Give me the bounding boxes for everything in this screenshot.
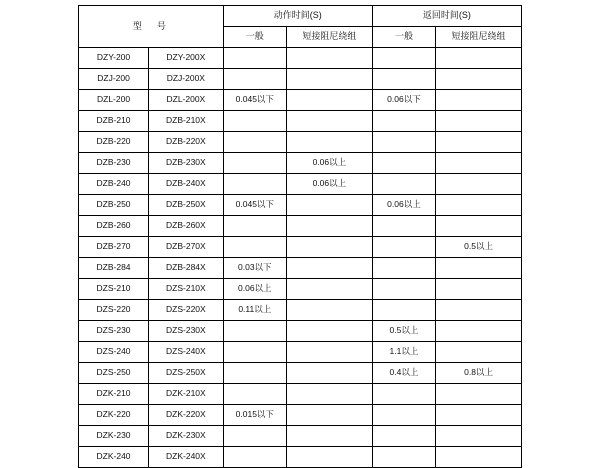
cell-operate-damping (286, 216, 372, 237)
cell-operate-general (223, 153, 286, 174)
table-row (79, 405, 522, 426)
cell-model-secondary: DZB-250X (149, 195, 224, 216)
table-row (79, 132, 522, 153)
cell-model-primary: DZK-210 (79, 384, 149, 405)
table-row (79, 111, 522, 132)
cell-model-primary: DZS-220 (79, 300, 149, 321)
cell-model-primary: DZS-250 (79, 363, 149, 384)
cell-return-damping (436, 384, 522, 405)
cell-return-damping (436, 279, 522, 300)
cell-return-general: 0.06以上 (372, 195, 435, 216)
cell-operate-general (223, 111, 286, 132)
cell-return-damping: 0.5以上 (436, 237, 522, 258)
cell-operate-general (223, 426, 286, 447)
cell-operate-damping (286, 405, 372, 426)
cell-model-primary: DZS-230 (79, 321, 149, 342)
cell-operate-damping (286, 300, 372, 321)
cell-operate-general: 0.06以上 (223, 279, 286, 300)
table-row (79, 300, 522, 321)
cell-return-damping (436, 405, 522, 426)
cell-operate-general (223, 216, 286, 237)
cell-operate-general: 0.015以下 (223, 405, 286, 426)
cell-return-general: 0.06以下 (372, 90, 435, 111)
cell-model-secondary: DZJ-200X (149, 69, 224, 90)
table-body (79, 48, 522, 468)
cell-return-general (372, 237, 435, 258)
cell-return-damping (436, 216, 522, 237)
cell-return-general (372, 258, 435, 279)
cell-operate-damping (286, 258, 372, 279)
table-row (79, 384, 522, 405)
cell-return-general: 0.4以上 (372, 363, 435, 384)
cell-model-primary: DZB-220 (79, 132, 149, 153)
cell-model-primary: DZK-230 (79, 426, 149, 447)
cell-return-general (372, 300, 435, 321)
cell-operate-general (223, 69, 286, 90)
cell-operate-damping (286, 90, 372, 111)
cell-operate-damping (286, 69, 372, 90)
cell-operate-damping (286, 342, 372, 363)
cell-operate-damping (286, 384, 372, 405)
cell-model-secondary: DZB-284X (149, 258, 224, 279)
cell-operate-general (223, 132, 286, 153)
table-row (79, 363, 522, 384)
cell-model-primary: DZJ-200 (79, 69, 149, 90)
table-row (79, 279, 522, 300)
header-row-groups (79, 6, 522, 27)
cell-model-secondary: DZB-260X (149, 216, 224, 237)
table-row (79, 258, 522, 279)
cell-return-general (372, 216, 435, 237)
cell-model-secondary: DZS-250X (149, 363, 224, 384)
cell-operate-damping: 0.06以上 (286, 153, 372, 174)
cell-model-primary: DZB-250 (79, 195, 149, 216)
cell-operate-damping (286, 195, 372, 216)
cell-return-general (372, 153, 435, 174)
cell-return-general (372, 279, 435, 300)
cell-operate-general: 0.045以下 (223, 90, 286, 111)
cell-operate-general: 0.11以上 (223, 300, 286, 321)
table-row (79, 447, 522, 468)
table-header (79, 6, 522, 48)
header-return-general: 一般 (372, 27, 435, 48)
cell-operate-general (223, 384, 286, 405)
cell-operate-damping (286, 237, 372, 258)
cell-return-damping (436, 447, 522, 468)
cell-model-secondary: DZS-220X (149, 300, 224, 321)
cell-model-primary: DZL-200 (79, 90, 149, 111)
cell-return-damping (436, 300, 522, 321)
cell-operate-general (223, 342, 286, 363)
cell-return-general (372, 111, 435, 132)
cell-model-primary: DZB-240 (79, 174, 149, 195)
cell-return-general: 0.5以上 (372, 321, 435, 342)
cell-model-primary: DZK-220 (79, 405, 149, 426)
cell-operate-general (223, 447, 286, 468)
cell-operate-general (223, 363, 286, 384)
cell-model-secondary: DZB-210X (149, 111, 224, 132)
cell-return-general (372, 69, 435, 90)
cell-return-damping (436, 90, 522, 111)
table-row (79, 48, 522, 69)
cell-operate-damping (286, 363, 372, 384)
cell-model-primary: DZB-284 (79, 258, 149, 279)
cell-return-general (372, 426, 435, 447)
cell-model-secondary: DZK-210X (149, 384, 224, 405)
cell-operate-damping (286, 132, 372, 153)
cell-model-secondary: DZS-230X (149, 321, 224, 342)
cell-return-damping (436, 132, 522, 153)
cell-model-primary: DZS-240 (79, 342, 149, 363)
cell-operate-damping (286, 111, 372, 132)
cell-operate-general: 0.03以下 (223, 258, 286, 279)
cell-return-general (372, 447, 435, 468)
cell-return-damping (436, 195, 522, 216)
cell-return-damping (436, 342, 522, 363)
header-model: 型 号 (79, 6, 224, 48)
header-return-damping: 短接阻尼绕组 (436, 27, 522, 48)
table-row (79, 321, 522, 342)
cell-model-primary: DZB-270 (79, 237, 149, 258)
cell-operate-general (223, 237, 286, 258)
cell-return-damping (436, 258, 522, 279)
cell-model-primary: DZB-210 (79, 111, 149, 132)
table-row (79, 195, 522, 216)
table-row (79, 153, 522, 174)
specification-table (78, 5, 522, 468)
table-row (79, 174, 522, 195)
table-row (79, 69, 522, 90)
cell-return-damping: 0.8以上 (436, 363, 522, 384)
cell-model-primary: DZB-230 (79, 153, 149, 174)
cell-model-secondary: DZB-270X (149, 237, 224, 258)
cell-operate-damping (286, 321, 372, 342)
cell-model-secondary: DZS-210X (149, 279, 224, 300)
table-row (79, 216, 522, 237)
cell-return-damping (436, 321, 522, 342)
cell-model-secondary: DZB-220X (149, 132, 224, 153)
cell-operate-damping (286, 447, 372, 468)
header-operate-time: 动作时间(S) (223, 6, 372, 27)
cell-return-general (372, 405, 435, 426)
cell-return-general (372, 48, 435, 69)
cell-return-damping (436, 153, 522, 174)
cell-model-primary: DZB-260 (79, 216, 149, 237)
cell-operate-damping (286, 48, 372, 69)
cell-return-general (372, 384, 435, 405)
header-operate-general: 一般 (223, 27, 286, 48)
cell-model-secondary: DZK-240X (149, 447, 224, 468)
cell-return-general (372, 174, 435, 195)
cell-operate-general: 0.045以下 (223, 195, 286, 216)
cell-return-general (372, 132, 435, 153)
cell-operate-general (223, 48, 286, 69)
cell-model-secondary: DZL-200X (149, 90, 224, 111)
cell-return-damping (436, 111, 522, 132)
table-row (79, 426, 522, 447)
cell-model-secondary: DZB-240X (149, 174, 224, 195)
cell-model-secondary: DZK-230X (149, 426, 224, 447)
cell-operate-damping: 0.06以上 (286, 174, 372, 195)
cell-return-damping (436, 48, 522, 69)
header-operate-damping: 短接阻尼绕组 (286, 27, 372, 48)
cell-return-damping (436, 69, 522, 90)
cell-return-general: 1.1以上 (372, 342, 435, 363)
cell-model-secondary: DZY-200X (149, 48, 224, 69)
cell-operate-general (223, 321, 286, 342)
cell-operate-damping (286, 279, 372, 300)
cell-return-damping (436, 174, 522, 195)
cell-model-secondary: DZS-240X (149, 342, 224, 363)
header-return-time: 返回时间(S) (372, 6, 521, 27)
cell-model-secondary: DZB-230X (149, 153, 224, 174)
table-row (79, 237, 522, 258)
cell-model-primary: DZS-210 (79, 279, 149, 300)
cell-model-secondary: DZK-220X (149, 405, 224, 426)
cell-model-primary: DZK-240 (79, 447, 149, 468)
cell-return-damping (436, 426, 522, 447)
cell-model-primary: DZY-200 (79, 48, 149, 69)
cell-operate-damping (286, 426, 372, 447)
table-row (79, 342, 522, 363)
table-row (79, 90, 522, 111)
cell-operate-general (223, 174, 286, 195)
